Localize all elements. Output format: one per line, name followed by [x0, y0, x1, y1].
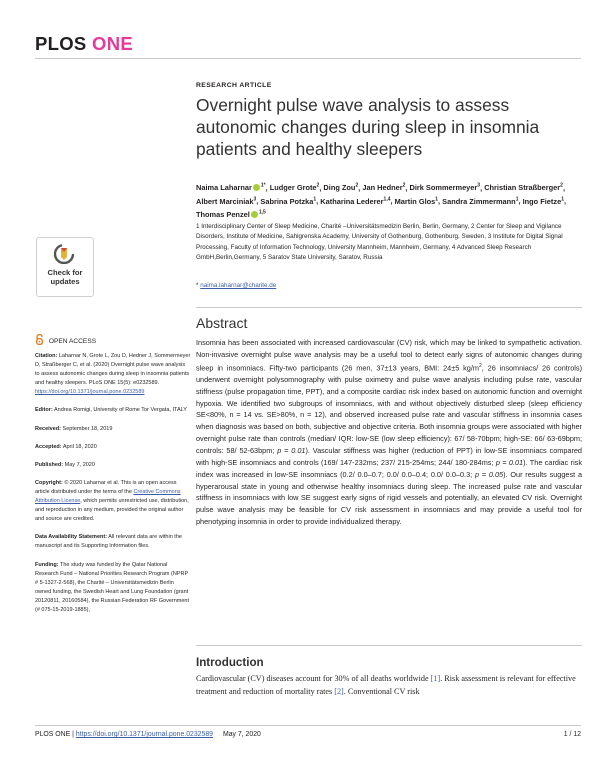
- author: [196, 183, 266, 192]
- copyright-label: Copyright:: [35, 479, 63, 486]
- citation-block: [35, 352, 191, 397]
- introduction-text: [196, 673, 582, 699]
- article-title: Overnight pulse wave analysis to assess autonomic changes during sleep in insomnia patients and healthy sleepers: [196, 95, 540, 159]
- reference-link-2[interactable]: [2]: [334, 686, 344, 696]
- editor-text: Andrea Romigi, University of Rome Tor Vergata, ITALY: [53, 407, 187, 414]
- abstract-pval-1: p = 0.01: [277, 446, 306, 456]
- editor-block: [35, 406, 191, 415]
- author: [395, 197, 438, 206]
- abstract-part-4: ). The cardiac risk index was increased in low-SE insomniacs (0.2/ 0.0–0.7; 0.0/ 0.0–0.4; 0.0/ 0.0–0.3;: [196, 457, 582, 479]
- abstract-pval-3: p = 0.05: [474, 469, 504, 479]
- abstract-part-2: , 26 insomniacs/ 26 controls) underwent overnight polysomnography with pulse oximetry and pulse wave analysis including pulse rate, vascular stiffness (pulse propagation time, PPT), and a composite cardiac risk index based on autonomic function and overnight hypoxia. We identified two subgroups of insomniacs, with and without objectively disturbed sleep (sleep efficiency SE<80%, n = 14 vs. SE>80%, n = 12), and observed increased pulse rate and vascular stiffness in insomnia cases when diagnosis was based on both, subjective and objective criteria. Both insomnia groups were associated with higher overnight pulse rate than controls (median/ IQR: low-SE (low sleep efficiency): 67/ 58-70bpm; high-SE: 66/ 63-69bpm; controls: 58/ 52-63bpm;: [196, 363, 582, 456]
- cc-license-link[interactable]: Creative Commons Attribution License: [35, 488, 181, 505]
- accepted-label: Accepted:: [35, 443, 62, 450]
- orcid-icon[interactable]: [253, 184, 260, 191]
- author: [442, 197, 518, 206]
- author-affiliation-sup: 1,4: [383, 196, 391, 203]
- intro-part-1: Cardiovascular (CV) diseases account for 30% of all deaths worldwide: [196, 674, 431, 683]
- author: [323, 183, 358, 192]
- author-affiliation-sup: 2: [316, 183, 320, 189]
- copyright-text-2: , which permits unrestricted use, distribution, and reproduction in any medium, provided the original author and source are credited.: [35, 498, 189, 523]
- header-divider: [35, 58, 581, 59]
- published-date: May 7, 2020: [64, 461, 95, 468]
- author: [260, 197, 316, 206]
- data-availability-block: [35, 533, 191, 551]
- author-affiliation-sup: 1: [561, 196, 564, 203]
- footer-journal: PLOS ONE: [35, 731, 71, 738]
- author: [320, 197, 390, 206]
- data-availability-text: All relevant data are within the manuscript and its Supporting Information files.: [35, 534, 182, 550]
- logo-one: ONE: [92, 33, 134, 54]
- author-affiliation-sup: 2: [355, 183, 359, 189]
- author: [410, 183, 481, 192]
- author-name: Albert Marciniak: [196, 196, 254, 206]
- accepted-date: April 18, 2020: [62, 443, 97, 450]
- author-affiliation-sup: 1: [515, 196, 519, 203]
- author-affiliation-sup: 1*: [260, 183, 266, 189]
- open-access-label: [35, 334, 96, 345]
- introduction-heading: Introduction: [196, 656, 264, 669]
- author-name: Ludger Grote: [269, 183, 317, 193]
- intro-part-3: . Conventional CV risk: [343, 686, 420, 696]
- intro-part-2: . Risk assessment is relevant for effective treatment and reduction of mortality rates: [196, 674, 576, 696]
- author-name: Jan Hedner: [362, 183, 403, 193]
- author-name: Ding Zou: [323, 183, 356, 193]
- abstract-part-3: ). Vascular stiffness was higher (reduction of PPT) in low-SE insomniacs compared with high-SE insomniacs and controls (169/ 147-232ms; 237/ 215-254ms; 244/ 180-284ms;: [196, 446, 582, 467]
- author-affiliation-sup: 1,5: [258, 209, 266, 216]
- abstract-heading: Abstract: [196, 315, 248, 331]
- copyright-block: [35, 479, 191, 524]
- author-name: Ingo Fietze: [522, 196, 562, 206]
- footer-divider: [35, 725, 581, 726]
- citation-doi-link[interactable]: https://doi.org/10.1371/journal.pone.0232589: [35, 389, 145, 396]
- article-type: RESEARCH ARTICLE: [196, 82, 272, 89]
- author-name: Dirk Sommermeyer: [409, 183, 478, 193]
- author: [523, 197, 564, 206]
- abstract-text: [196, 337, 582, 528]
- introduction-divider: [196, 645, 582, 646]
- author-name: Naima Laharnar: [196, 183, 252, 193]
- author-name: Sandra Zimmermann: [442, 196, 516, 206]
- funding-block: [35, 561, 191, 616]
- author-affiliation-sup: 3: [477, 183, 481, 189]
- author-affiliation-sup: 3: [253, 196, 257, 203]
- author-affiliation-sup: 1: [435, 196, 439, 203]
- reference-link-1[interactable]: [1]: [430, 674, 441, 683]
- page-number: 1 / 12: [563, 731, 581, 738]
- abstract-part-5: ). Our results suggest a hyperarousal state in young and otherwise healthy insomniacs during sleep. The increased pulse rate and vascular stiffness in insomniacs with low SE suggest early signs of rigid vessels and potentially, an elevated CV risk. Overnight pulse wave analysis may be feasible for CV risk assessment in insomniacs and may provide a useful tool for phenotyping insomnia in order to provide individualized therapy.: [196, 469, 583, 527]
- data-availability-label: Data Availability Statement:: [35, 534, 108, 541]
- author-affiliation-sup: 1: [313, 196, 317, 203]
- received-block: [35, 425, 191, 434]
- author: [196, 197, 256, 206]
- author-affiliation-sup: 2: [402, 183, 406, 189]
- citation-text: Laharnar N, Grote L, Zou D, Hedner J, Sommermeyer D, Straßberger C, et al. (2020) Overnight pulse wave analysis to assess autonomic changes during sleep in insomnia patients and healthy sleepers. PLoS ONE 15(5): e0232589.: [35, 353, 191, 387]
- received-label: Received:: [35, 425, 61, 432]
- corresponding-email: [196, 282, 276, 289]
- received-date: September 18, 2019: [62, 425, 113, 432]
- copyright-text-1: © 2020 Laharnar et al. This is an open access article distributed under the terms of the: [35, 479, 177, 495]
- open-access-text: OPEN ACCESS: [48, 338, 97, 345]
- author: [270, 183, 320, 192]
- author-name: Christian Straßberger: [484, 183, 561, 193]
- abstract-part-1: Insomnia has been associated with increased cardiovascular (CV) risk, which may be linked to sympathetic activation. Non-invasive overnight pulse wave analysis may be a useful tool to detect early signs of autonomic changes during sleep in insomniacs. Fifty-two participants (26 men, 37±13 years, BMI: 24±5 kg/m: [196, 338, 582, 373]
- author-list: Naima Laharnar $^{1*}$, Ludger Grote$^2$, Ding Zou$^2$, Jan Hedner$^2$, Dirk Sommermeyer$^3$, Christian Straßberger$^2$, Albert Marciniak$^3$, Sabrina Potzka$^1$, Katharina Lederer$^{1,4}$, Martin Glos$^1$, Sandra Zimmermann$^1$, Ingo Fietze$^1$, Thomas Penzel $^{1,5}$: [196, 183, 567, 219]
- page-footer: [35, 731, 581, 738]
- author-name: Martin Glos: [394, 196, 436, 206]
- abstract-sup: 2: [478, 362, 482, 369]
- funding-label: Funding:: [35, 561, 59, 568]
- funding-text: The study was funded by the Qatar National Research Fund – National Priorities Research Program (NPRP # 5-1327-2-568), the Charité – Universitätsmedizin Berlin owned funding, the Swedish Heart and Lung Foundation (grant 20120811, 20160584), the Russian Federation RF Government (# 075-15-2019-1885),: [35, 561, 189, 613]
- author: [362, 183, 405, 192]
- article-metadata-sidebar: [35, 352, 191, 624]
- author-name: Thomas Penzel: [196, 209, 250, 219]
- open-access-lock-icon: [35, 334, 44, 345]
- email-link[interactable]: naima.laharnar@charite.de: [200, 282, 277, 289]
- editor-label: Editor:: [35, 407, 53, 414]
- check-updates-icon: [54, 244, 74, 264]
- author-name: Katharina Lederer: [320, 196, 384, 206]
- check-for-updates-badge[interactable]: [36, 237, 94, 297]
- logo-plos: PLOS: [35, 33, 87, 54]
- email-prefix: *: [196, 282, 199, 289]
- author: [484, 183, 563, 192]
- author-affiliation-sup: 2: [560, 183, 563, 189]
- author-name: Sabrina Potzka: [260, 196, 314, 206]
- accepted-block: [35, 443, 191, 452]
- journal-logo: [35, 33, 133, 55]
- orcid-icon[interactable]: [251, 211, 258, 218]
- abstract-pval-2: p = 0.01: [495, 457, 524, 467]
- published-block: [35, 461, 191, 470]
- affiliations: 1 Interdisciplinary Center of Sleep Medicine, Charité –Universitätsmedizin Berlin, Berlin, Germany, 2 Center for Sleep and Vigilance Disorders, Institute of Medicine, Sahlgrenska Academy, University of Gothenburg, Gothenburg, Sweden, 3 Institute for Digital Signal Processing, Faculty of Information Technology, University Mannheim, Mannheim, Germany, 4 Advanced Sleep Research GmbH,Berlin,Germany, 5 Saratov State University, Saratov, Russia: [196, 223, 563, 262]
- abstract-divider: [196, 307, 582, 308]
- footer-separator: |: [70, 731, 76, 738]
- check-updates-label: Check for updates: [47, 268, 83, 286]
- citation-label: Citation:: [35, 353, 58, 359]
- footer-doi-link[interactable]: https://doi.org/10.1371/journal.pone.0232589: [75, 731, 214, 738]
- footer-date: May 7, 2020: [222, 731, 261, 738]
- published-label: Published:: [35, 461, 64, 468]
- author: [196, 210, 266, 219]
